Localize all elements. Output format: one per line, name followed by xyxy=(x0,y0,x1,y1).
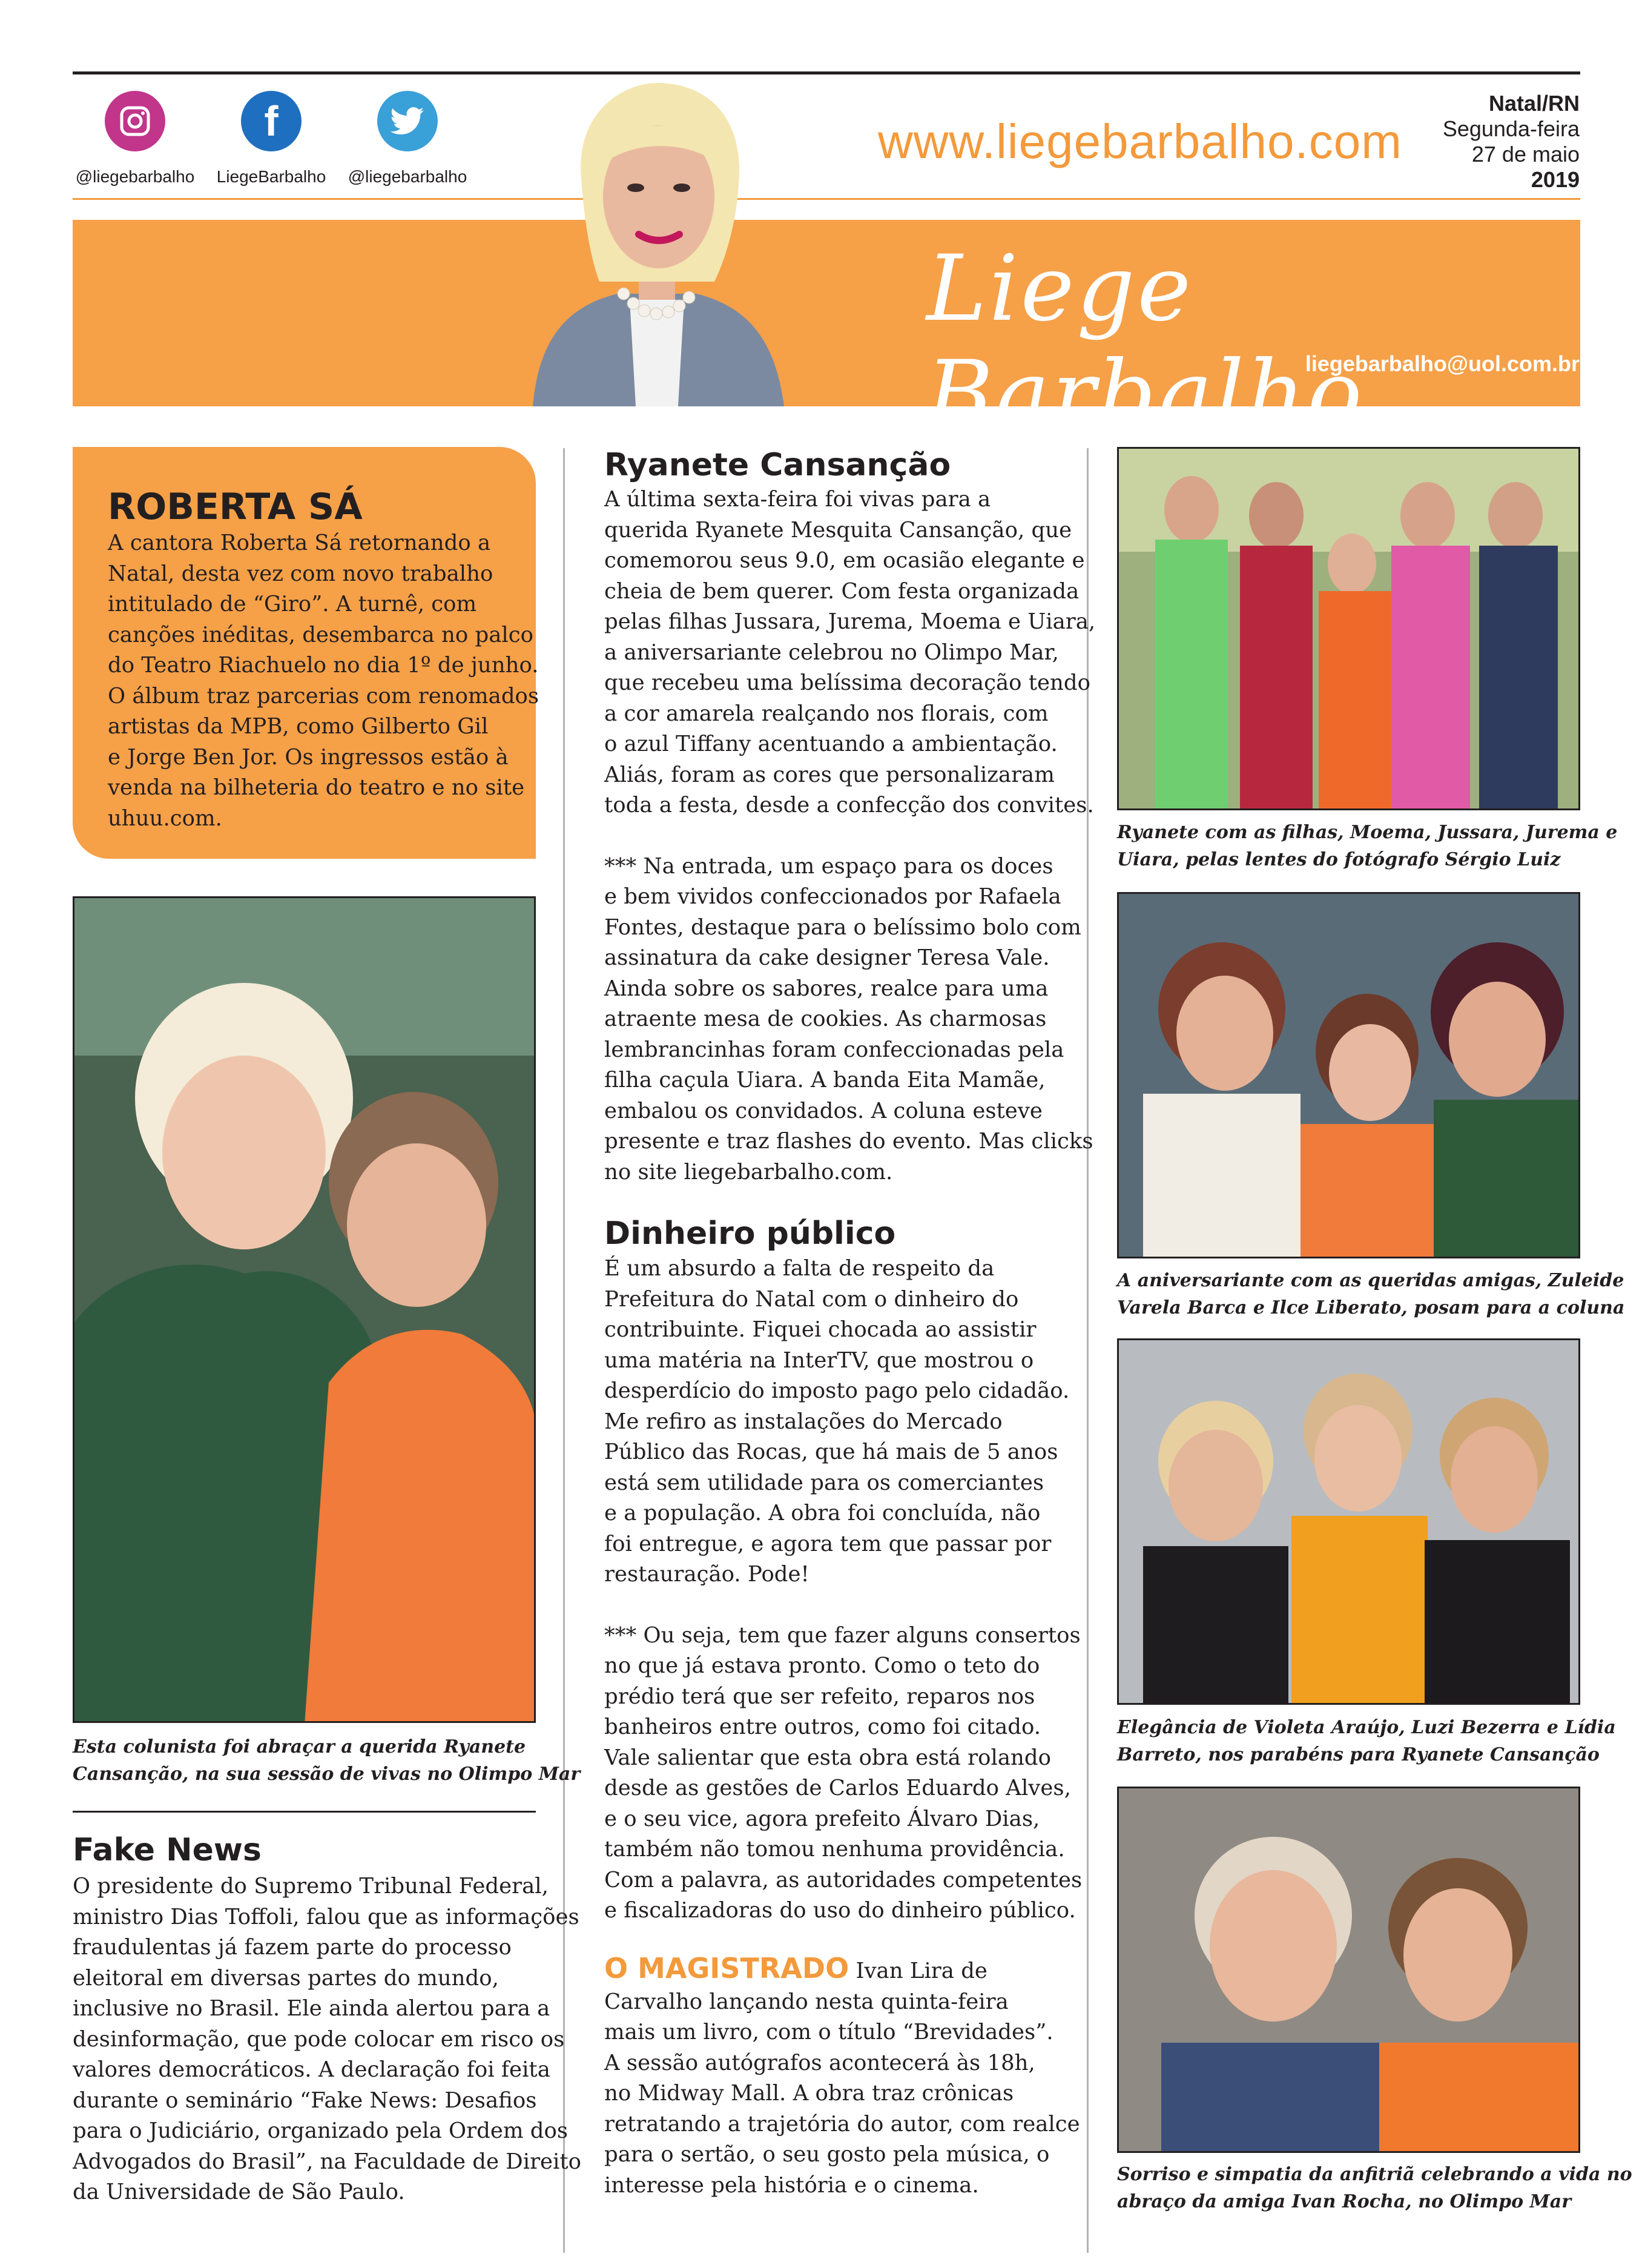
dateline xyxy=(1443,91,1580,193)
ryanete-text: A última sexta-feira foi vivas para a querida Ryanete Mesquita Cansanção, que comemorou seus 9.0, em ocasião elegante e cheia de bem querer. Com festa organizada pelas filhas Jussara, Jurema, Moema e Uiara, a aniversariante celebrou no Olimpo Mar, que recebeu uma belíssima decoração tendo a cor amarela realçando nos florais, com o azul Tiffany acentuando a ambientação. Aliás, foram as cores que personalizaram toda a festa, desde a confecção dos convites. *** Na entrada, um espaço para os doces e bem vividos confeccionados por Rafaela Fontes, destaque para o belíssimo bolo com assinatura da cake designer Teresa Vale. Ainda sobre os sabores, realce para uma atraente mesa de cookies. As charmosas lembrancinhas foram confeccionadas pela filha caçula Uiara. A banda Eita Mamãe, embalou os convidados. A coluna esteve presente e traz flashes do evento. Mas clicks no site liegebarbalho.com. xyxy=(604,487,1096,1185)
caption-photo-4: Sorriso e simpatia da anfitriã celebrando a vida no abraço da amiga Ivan Rocha, no Olimpo Mar xyxy=(1117,2164,1632,2212)
roberta-sa-text: A cantora Roberta Sá retornando a Natal, desta vez com novo trabalho intitulado de “Giro”. A turnê, com canções inéditas, desembarca no palco do Teatro Riachuelo no dia 1º de junho. O álbum traz parcerias com renomados artistas da MPB, como Gilberto Gil e Jorge Ben Jor. Os ingressos estão à venda na bilheteria do teatro e no site uhuu.com. xyxy=(108,531,539,831)
columnist-email[interactable]: liegebarbalho@uol.com.br xyxy=(1305,351,1580,376)
photo-violeta-luzi-lidia xyxy=(1117,1338,1580,1705)
fake-news-heading: Fake News xyxy=(73,1832,262,1868)
facebook-handle: LiegeBarbalho xyxy=(216,167,326,186)
weekday: Segunda-feira xyxy=(1442,116,1580,141)
year: 2019 xyxy=(1531,167,1580,192)
left-photo-caption: Esta colunista foi abraçar a querida Ryanete Cansanção, na sua sessão de vivas no Olimpo Mar xyxy=(73,1736,581,1785)
photo-hostess-ivan-rocha xyxy=(1117,1787,1580,2153)
instagram-handle: @liegebarbalho xyxy=(75,167,195,186)
photo-columnist-with-ryanete xyxy=(73,896,536,1723)
header-divider xyxy=(73,198,1580,200)
caption-photo-1: Ryanete com as filhas, Moema, Jussara, Jurema e Uiara, pelas lentes do fotógrafo Sérgio Luiz xyxy=(1117,822,1618,870)
photo-ryanete-daughters xyxy=(1117,447,1580,810)
magistrado-heading: O MAGISTRADO xyxy=(604,1952,849,1985)
dinheiro-heading: Dinheiro público xyxy=(604,1215,896,1252)
city: Natal/RN xyxy=(1488,91,1580,116)
instagram-link[interactable] xyxy=(68,91,202,187)
dinheiro-text: É um absurdo a falta de respeito da Prefeitura do Natal com o dinheiro do contribuinte. Fiquei chocada ao assistir uma matéria na InterTV, que mostrou o desperdício do imposto pago pelo cidadão. Me refiro as instalações do Mercado Público das Rocas, que há mais de 5 anos está sem utilidade para os comerciantes e a população. A obra foi concluída, não foi entregue, e agora tem que passar por restauração. Pode! *** Ou seja, tem que fazer alguns consertos no que já estava pronto. Como o teto do prédio terá que ser refeito, reparos nos banheiros entre outros, como foi citado. Vale salientar que esta obra está rolando desde as gestões de Carlos Eduardo Alves, e o seu vice, agora prefeito Álvaro Dias, também não tomou nenhuma providência. Com a palavra, as autoridades competentes e fiscalizadoras do uso do dinheiro público. xyxy=(604,1256,1083,1923)
twitter-link[interactable] xyxy=(341,91,474,187)
top-rule xyxy=(73,71,1580,74)
caption-photo-2: A aniversariante com as queridas amigas, Zuleide Varela Barca e Ilce Liberato, posam para a coluna xyxy=(1117,1270,1625,1318)
ryanete-heading: Ryanete Cansanção xyxy=(604,447,951,483)
facebook-link[interactable] xyxy=(205,91,338,187)
instagram-icon xyxy=(105,91,165,151)
magistrado-text: O MAGISTRADO Ivan Lira de Carvalho lançando nesta quinta-feira mais um livro, com o título “Brevidades”. A sessão autógrafos acontecerá às 18h, no Midway Mall. A obra traz crônicas retratando a trajetória do autor, com realce para o sertão, o seu gosto pela música, o interesse pela história e o cinema. xyxy=(604,1952,1080,2198)
twitter-icon xyxy=(377,91,438,151)
date: 27 de maio xyxy=(1471,142,1580,167)
fake-news-divider xyxy=(73,1811,536,1813)
website-url[interactable]: www.liegebarbalho.com xyxy=(878,114,1402,168)
facebook-icon: f xyxy=(241,91,302,151)
column-brand-title: Liege Barbalho xyxy=(926,236,1365,447)
fake-news-text: O presidente do Supremo Tribunal Federal, ministro Dias Toffoli, falou que as informações fraudulentas já fazem parte do processo eleitoral em diversas partes do mundo, inclusive no Brasil. Ele ainda alertou para a desinformação, que pode colocar em risco os valores democráticos. A declaração foi feita durante o seminário “Fake News: Desafios para o Judiciário, organizado pela Ordem dos Advogados do Brasil”, na Faculdade de Direito da Universidade de São Paulo. xyxy=(73,1874,582,2204)
roberta-sa-heading: ROBERTA SÁ xyxy=(108,486,363,528)
photo-birthday-friends xyxy=(1117,892,1580,1258)
columnist-portrait xyxy=(515,76,799,406)
twitter-handle: @liegebarbalho xyxy=(348,167,467,186)
caption-photo-3: Elegância de Violeta Araújo, Luzi Bezerra e Lídia Barreto, nos parabéns para Ryanete Cansanção xyxy=(1117,1717,1616,1765)
